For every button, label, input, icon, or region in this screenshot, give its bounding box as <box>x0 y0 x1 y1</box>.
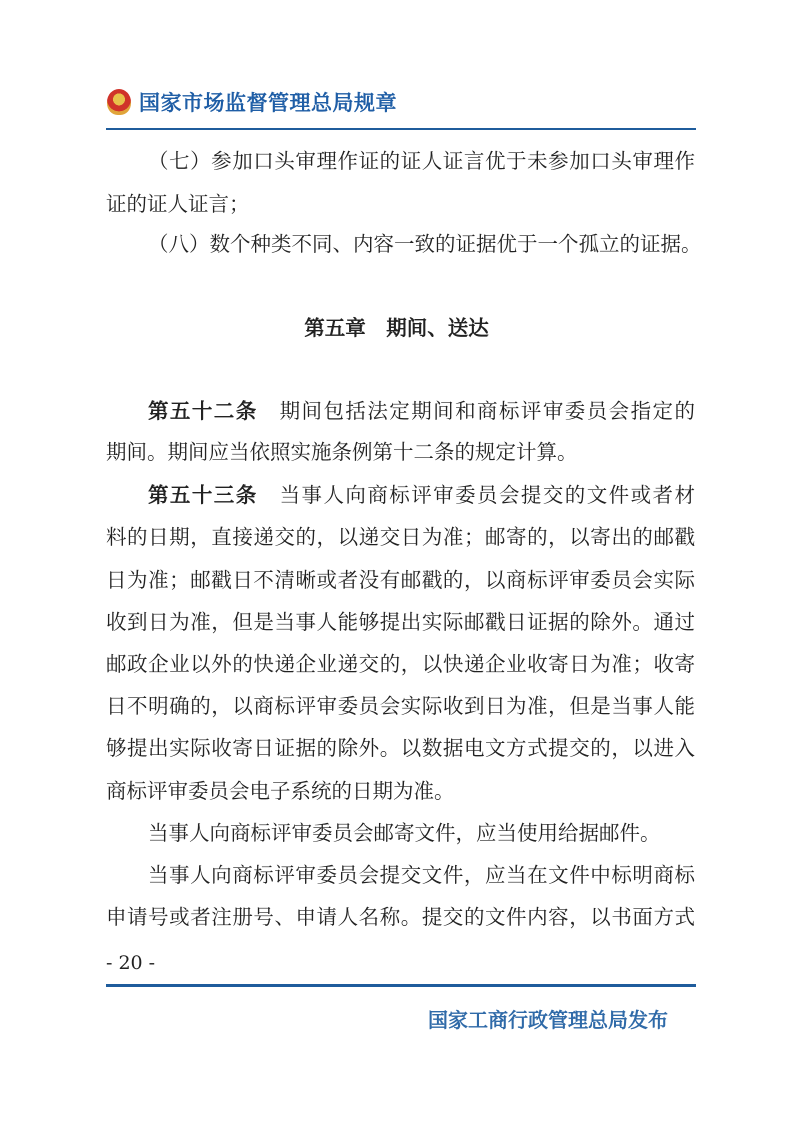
text-line <box>106 860 695 890</box>
text-line <box>106 776 695 806</box>
article-number: 第五十三条 <box>148 483 258 507</box>
line-text: 料的日期，直接递交的，以递交日为准；邮寄的，以寄出的邮戳 <box>106 525 695 549</box>
footer-publisher: 国家工商行政管理总局发布 <box>428 1008 668 1032</box>
text-line <box>106 437 695 467</box>
header-title: 国家市场监督管理总局规章 <box>139 91 397 115</box>
line-text: 商标评审委员会电子系统的日期为准。 <box>106 779 455 803</box>
text-line <box>106 480 695 510</box>
line-text: 邮政企业以外的快递企业递交的，以快递企业收寄日为准；收寄 <box>106 652 695 676</box>
line-text: 日不明确的，以商标评审委员会实际收到日为准，但是当事人能 <box>106 694 695 718</box>
line-text: 日为准；邮戳日不清晰或者没有邮戳的，以商标评审委员会实际 <box>106 568 695 592</box>
line-text: （七）参加口头审理作证的证人证言优于未参加口头审理作 <box>148 149 695 173</box>
footer-divider <box>106 984 696 987</box>
page-number: - 20 - <box>106 952 156 974</box>
line-text: 当事人向商标评审委员会邮寄文件，应当使用给据邮件。 <box>148 821 661 845</box>
text-line <box>106 522 695 552</box>
article-number: 第五十二条 <box>148 399 258 423</box>
line-text: 当事人向商标评审委员会提交文件，应当在文件中标明商标 <box>148 863 695 887</box>
text-line <box>106 691 695 721</box>
line-text: 期间包括法定期间和商标评审委员会指定的 <box>257 399 695 423</box>
line-text: （八）数个种类不同、内容一致的证据优于一个孤立的证据。 <box>148 232 702 256</box>
text-line <box>106 607 695 637</box>
line-text: 申请号或者注册号、申请人名称。提交的文件内容，以书面方式 <box>106 905 695 929</box>
text-line <box>106 189 695 219</box>
page-header <box>107 86 397 118</box>
text-line <box>106 649 695 679</box>
text-line <box>106 229 702 259</box>
chapter-title: 第五章 期间、送达 <box>304 316 489 340</box>
text-line <box>106 818 695 848</box>
text-line <box>106 565 695 595</box>
line-text: 期间。期间应当依照实施条例第十二条的规定计算。 <box>106 440 578 464</box>
text-line <box>106 396 695 426</box>
line-text: 收到日为准，但是当事人能够提出实际邮戳日证据的除外。通过 <box>106 610 695 634</box>
national-emblem-icon <box>107 89 131 115</box>
line-text: 当事人向商标评审委员会提交的文件或者材 <box>257 483 695 507</box>
text-line <box>106 902 695 932</box>
header-divider <box>106 128 696 130</box>
line-text: 够提出实际收寄日证据的除外。以数据电文方式提交的，以进入 <box>106 736 695 760</box>
text-line <box>106 146 695 176</box>
line-text: 证的证人证言； <box>106 192 250 216</box>
text-line <box>106 733 695 763</box>
